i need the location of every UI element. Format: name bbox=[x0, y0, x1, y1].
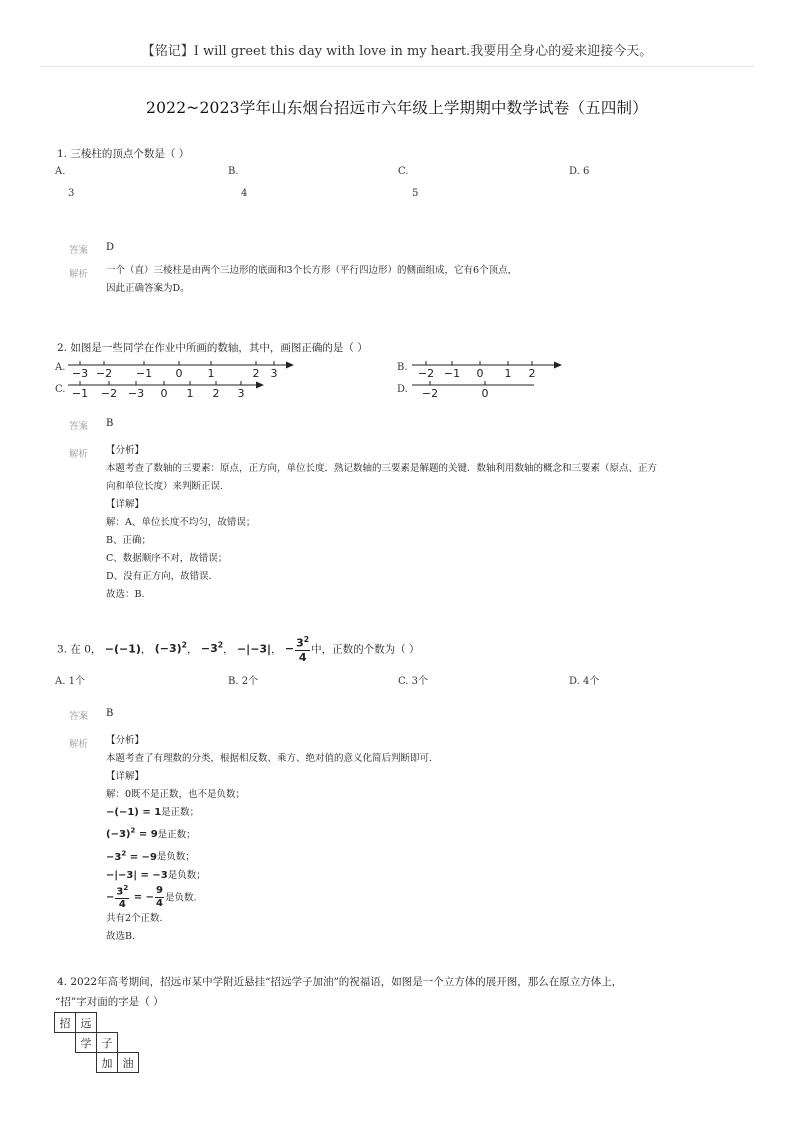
tick-label: 0 bbox=[175, 367, 183, 380]
q3-option-a-value: 1个 bbox=[68, 676, 85, 687]
q3-step-fraction: − $\frac{3^2}{4}$ = − $\frac{9}{4}$ 是负数. bbox=[106, 883, 197, 910]
q2-answer-label: 答案 bbox=[69, 421, 89, 432]
q1-option-a-value: 3 bbox=[68, 188, 75, 199]
q3-analysis-line: 故选B. bbox=[106, 930, 136, 942]
q3-item: $(-3)^2$ bbox=[154, 640, 188, 656]
q3-option-d-value: 4个 bbox=[583, 676, 600, 687]
header-divider bbox=[40, 66, 754, 67]
tick-label: 2 bbox=[212, 387, 220, 400]
q3-analysis-label: 解析 bbox=[69, 739, 89, 750]
q2-analysis bbox=[106, 442, 657, 604]
q2-numberline-c bbox=[66, 378, 272, 402]
q2-analysis-line: 本题考查了数轴的三要素：原点，正方向，单位长度．熟记数轴的三要素是解题的关键．数轴利用数轴的概念和三要素（原点、正方 bbox=[106, 463, 658, 474]
q1-answer-label: 答案 bbox=[69, 245, 89, 256]
q1-stem: 1. 三棱柱的顶点个数是（ ） bbox=[57, 148, 190, 160]
q1-analysis-line: 因此正确答案为D。 bbox=[106, 283, 190, 294]
net-cell: 学 bbox=[76, 1033, 97, 1053]
q1-analysis-label: 解析 bbox=[69, 269, 89, 280]
q3-step: $-3^2 = -9$是负数； bbox=[106, 849, 195, 863]
tick-label: 3 bbox=[270, 367, 278, 380]
tick-label: 0 bbox=[160, 387, 168, 400]
net-cell: 油 bbox=[118, 1053, 139, 1073]
tick-label: 1 bbox=[504, 367, 512, 380]
tick-label: −2 bbox=[417, 367, 435, 380]
tick-label: −1 bbox=[71, 387, 89, 400]
q3-analysis bbox=[106, 732, 432, 946]
q2-option-a-letter[interactable]: A. bbox=[55, 362, 66, 373]
q3-option-c[interactable] bbox=[398, 672, 428, 687]
q1-answer: D bbox=[106, 242, 115, 253]
q3-item: 0 bbox=[84, 643, 91, 656]
q3-option-a[interactable] bbox=[55, 672, 85, 687]
q1-option-b-letter[interactable]: B. bbox=[228, 166, 239, 177]
q2-analysis-line: C、数据顺序不对，故错误； bbox=[106, 553, 228, 564]
q2-analysis-line: 故选：B. bbox=[106, 589, 145, 600]
tick-label: 0 bbox=[476, 367, 484, 380]
q2-analysis-line: B、正确； bbox=[106, 535, 151, 546]
q3-item: −|−3| bbox=[236, 642, 272, 656]
q1-option-c-letter[interactable]: C. bbox=[398, 166, 409, 177]
header-motto: 【铭记】I will greet this day with love in my heart.我要用全身心的爱来迎接今天。 bbox=[141, 44, 653, 59]
tick-label: 0 bbox=[481, 387, 489, 400]
q2-option-c-letter[interactable]: C. bbox=[55, 384, 66, 395]
q3-answer-label: 答案 bbox=[69, 711, 89, 722]
tick-label: 1 bbox=[186, 387, 194, 400]
tick-label: −3 bbox=[127, 387, 145, 400]
q3-option-b-letter: B. bbox=[228, 676, 239, 687]
q3-option-b-value: 2个 bbox=[241, 676, 259, 687]
q4-stem-line2: “招”字对面的字是（ ） bbox=[55, 996, 164, 1008]
q4-stem-line1: 4. 2022年高考期间，招远市某中学附近悬挂“招远学子加油”的祝福语，如图是一个立方体的展开图，那么在原立方体上， bbox=[57, 976, 623, 988]
tick-label: 3 bbox=[237, 387, 245, 400]
q3-analysis-line: 解：0既不是正数，也不是负数； bbox=[106, 789, 246, 800]
q3-option-b[interactable] bbox=[228, 672, 258, 687]
tick-label: 2 bbox=[528, 367, 536, 380]
q3-item: −(−1) bbox=[104, 642, 141, 656]
q1-option-d[interactable] bbox=[569, 166, 589, 177]
axis-arrow bbox=[286, 362, 294, 369]
q2-answer: B bbox=[106, 418, 114, 429]
q3-option-d[interactable] bbox=[569, 672, 599, 687]
q1-option-a-letter[interactable]: A. bbox=[55, 166, 66, 177]
q2-stem: 2. 如图是一些同学在作业中所画的数轴，其中，画图正确的是（ ） bbox=[57, 342, 368, 354]
q2-analysis-line: D、没有正方向，故错误． bbox=[106, 571, 219, 582]
q2-option-b-letter[interactable]: B. bbox=[397, 362, 408, 373]
q3-option-a-letter: A. bbox=[55, 676, 66, 687]
q3-step: −|−3| = −3是负数； bbox=[106, 869, 206, 881]
q2-option-d-letter[interactable]: D. bbox=[397, 384, 408, 395]
q3-item: $-3^2$ bbox=[200, 640, 224, 656]
axis-arrow bbox=[256, 382, 264, 389]
page-title: 2022~2023学年山东烟台招远市六年级上学期期中数学试卷（五四制） bbox=[146, 99, 648, 117]
q3-option-d-letter: D. bbox=[569, 676, 580, 687]
net-cell: 远 bbox=[76, 1013, 97, 1033]
tick-label: −1 bbox=[443, 367, 461, 380]
q3-analysis-line: 共有2个正数. bbox=[106, 912, 163, 924]
q2-numberline-d bbox=[410, 378, 540, 402]
q2-analysis-line: 【详解】 bbox=[106, 499, 145, 510]
net-cell: 招 bbox=[55, 1013, 76, 1033]
q4-cube-net bbox=[54, 1012, 139, 1073]
axis-arrow bbox=[554, 362, 562, 369]
tick-label: 1 bbox=[207, 367, 215, 380]
q3-tail: 中，正数的个数为（ ） bbox=[311, 643, 420, 656]
net-cell: 子 bbox=[97, 1033, 118, 1053]
q3-option-c-value: 3个 bbox=[411, 676, 429, 687]
q3-step: −(−1) = 1是正数； bbox=[106, 807, 200, 818]
q2-analysis-line: 向和单位长度）来判断正误. bbox=[106, 481, 224, 492]
tick-label: 2 bbox=[252, 367, 260, 380]
tick-label: −1 bbox=[135, 367, 153, 380]
tick-label: −2 bbox=[95, 367, 113, 380]
q1-option-d-value: 6 bbox=[583, 166, 590, 177]
q2-analysis-line: 【分析】 bbox=[106, 445, 145, 456]
q2-analysis-label: 解析 bbox=[69, 449, 89, 460]
q3-analysis-line: 本题考查了有理数的分类，根据相反数、乘方、绝对值的意义化简后判断即可. bbox=[106, 753, 433, 764]
q3-option-c-letter: C. bbox=[398, 676, 409, 687]
q3-item-fraction: − $\frac{3^2}{4}$ bbox=[284, 635, 310, 664]
q3-answer: B bbox=[106, 708, 114, 719]
tick-label: −2 bbox=[100, 387, 118, 400]
q1-analysis bbox=[106, 262, 517, 298]
q1-analysis-line: 一个（直）三棱柱是由两个三边形的底面和3个长方形（平行四边形）的侧面组成，它有6个顶点， bbox=[106, 265, 518, 276]
net-cell: 加 bbox=[97, 1053, 118, 1073]
q1-option-d-letter: D. bbox=[569, 166, 580, 177]
tick-label: −3 bbox=[71, 367, 89, 380]
q1-option-c-value: 5 bbox=[412, 188, 419, 199]
q3-stem: 3. 在 0， −(−1)， $(-3)^2$， $-3^2$， −|−3|， − $\frac{3^2}{4}$ 中，正数的个数为（ ） bbox=[57, 635, 420, 664]
tick-label: −2 bbox=[421, 387, 439, 400]
q3-analysis-line: 【详解】 bbox=[106, 771, 145, 782]
q2-analysis-line: 解：A、单位长度不均匀，故错误； bbox=[106, 517, 256, 528]
q3-analysis-line: 【分析】 bbox=[106, 735, 145, 746]
q3-step: $(-3)^2 = 9$是正数； bbox=[106, 827, 196, 841]
q3-number: 3. 在 bbox=[57, 643, 81, 656]
q1-option-b-value: 4 bbox=[241, 188, 248, 199]
